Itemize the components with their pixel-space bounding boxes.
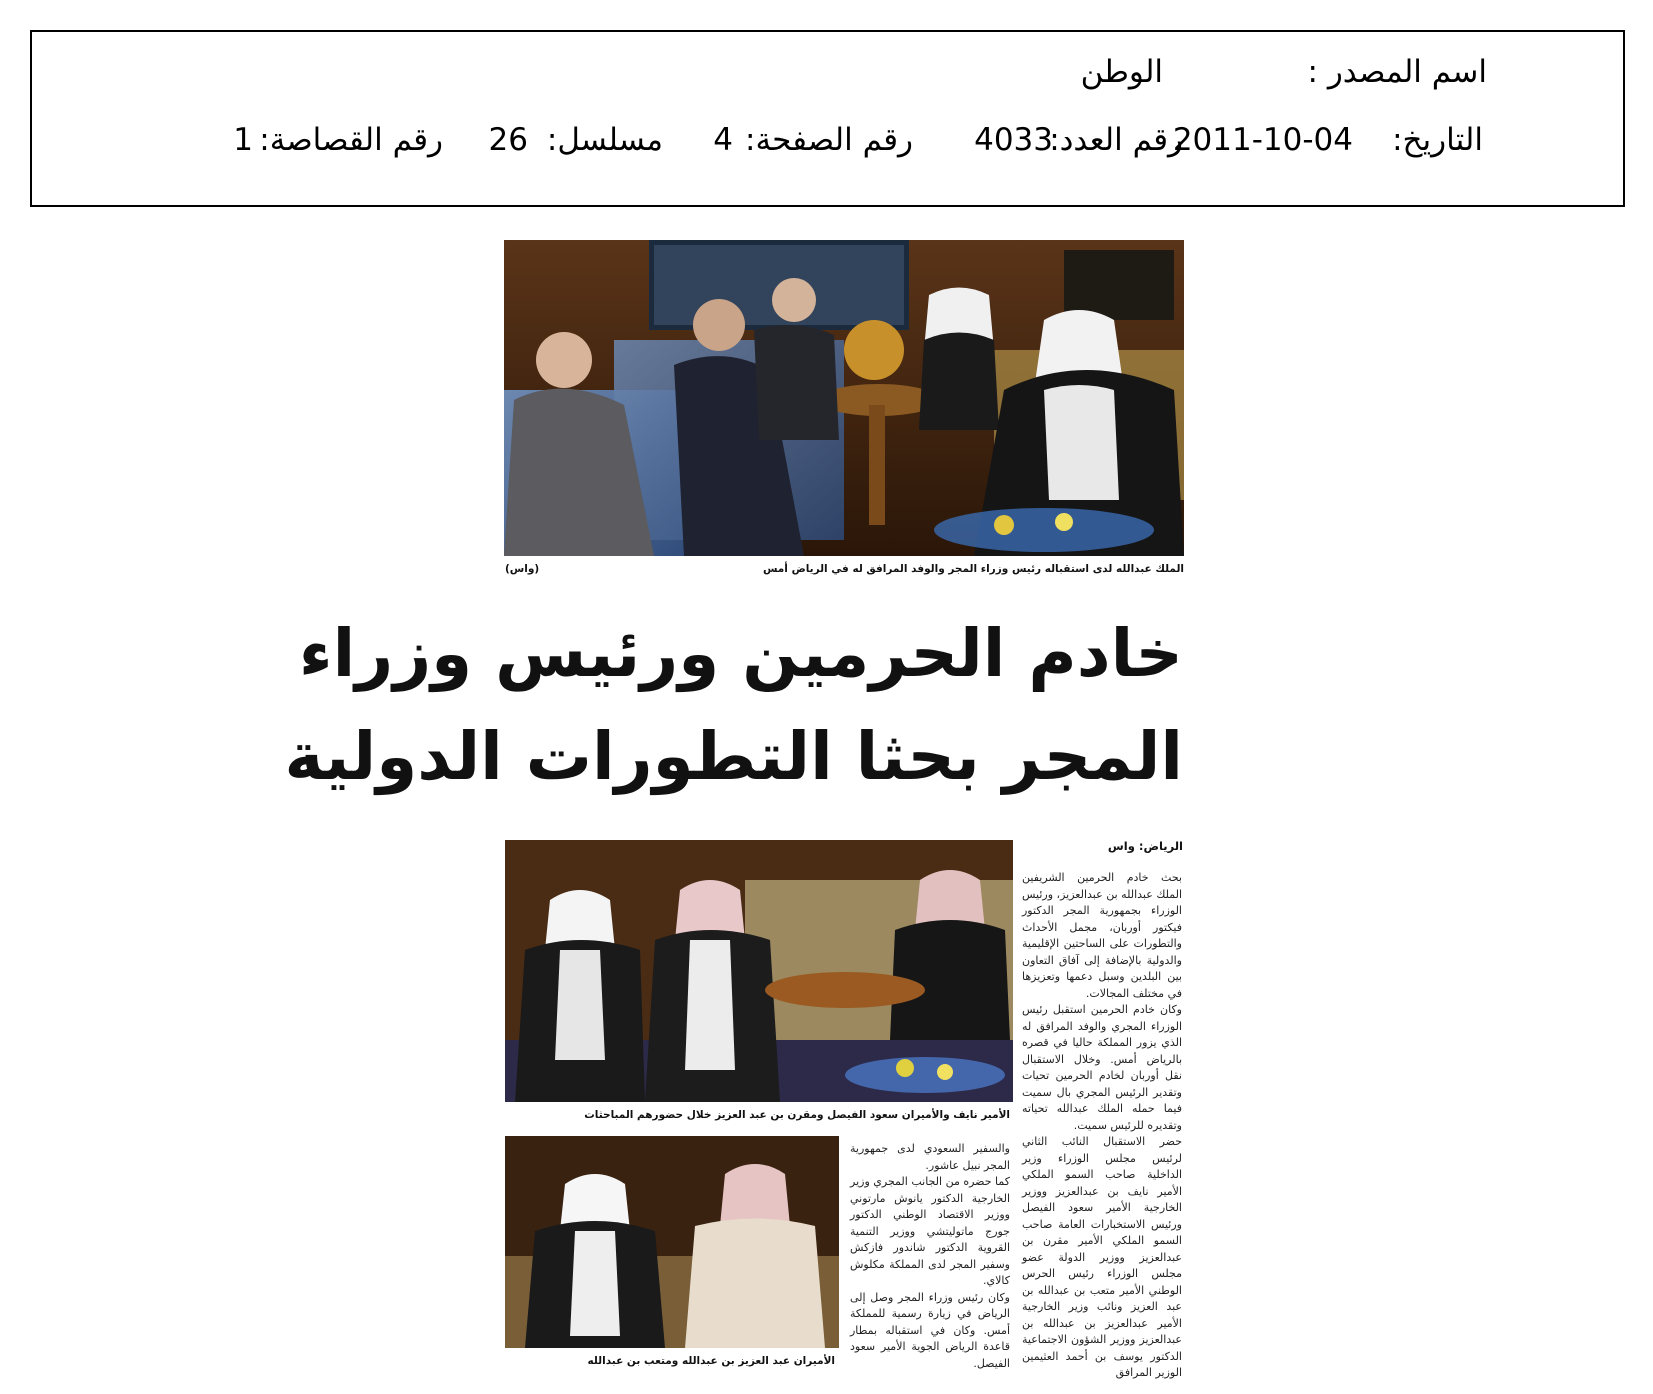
photo-princes-abdulaziz-mutaib — [505, 1136, 839, 1348]
clip-number-label: رقم القصاصة: — [259, 122, 443, 158]
photo-2-caption: الأمير نايف والأميران سعود الفيصل ومقرن بن عبد العزيز خلال حضورهم المباحثات — [584, 1109, 1010, 1121]
clipping-header-box — [30, 30, 1625, 207]
body-paragraph: والسفير السعودي لدى جمهورية المجر نبيل عاشور. — [850, 1142, 1010, 1172]
photo-1-credit: (واس) — [505, 563, 540, 575]
serial-label: مسلسل: — [546, 122, 663, 158]
photo-1-caption: الملك عبدالله لدى استقباله رئيس وزراء المجر والوفد المرافق له في الرياض أمس — [762, 563, 1184, 575]
photo-1-illustration — [504, 240, 1184, 556]
body-paragraph: حضر الاستقبال النائب الثاني لرئيس مجلس الوزراء وزير الداخلية صاحب السمو الملكي الأمير نايف بن عبدالعزيز ووزير الخارجية الأمير سعود الفيصل ورئيس الاستخبارات العامة صاحب السمو الملكي الأمير مقرن بن عبدالعزيز ووزير الدولة عضو مجلس الوزراء رئيس الحرس الوطني الأمير متعب بن عبدالله بن عبد العزيز ونائب وزير الخارجية الأمير عبدالعزيز بن عبدالله بن عبدالعزيز ووزير الشؤون الاجتماعية الدكتور يوسف بن أحمد العثيمين الوزير المرافق — [1022, 1135, 1182, 1379]
issue-label: رقم العدد: — [1049, 122, 1183, 158]
headline-line-2: المجر بحثا التطورات الدولية — [284, 718, 1183, 795]
page-value: 4 — [713, 122, 733, 158]
article-body-column-2 — [850, 1141, 1010, 1370]
date-label: التاريخ: — [1392, 122, 1483, 158]
photo-princes-attend-talks — [505, 840, 1013, 1102]
body-paragraph: كما حضره من الجانب المجري وزير الخارجية الدكتور يانوش مارتوني ووزير الاقتصاد الوطني الدكتور جورج ماتوليتشي ووزير التنمية القروية الدكتور شاندور فازكش وسفير المجر لدى المملكة مكلوش كالاي. — [850, 1175, 1010, 1287]
date-value: 2011-10-04 — [1172, 122, 1353, 158]
source-value: الوطن — [1080, 54, 1163, 90]
page-label: رقم الصفحة: — [745, 122, 913, 158]
body-paragraph: بحث خادم الحرمين الشريفين الملك عبدالله بن عبدالعزيز، ورئيس الوزراء بجمهورية المجر الدكتور فيكتور أوربان، مجمل الأحداث والتطورات على الساحتين الإقليمية والدولية بالإضافة إلى آفاق التعاون بين البلدين وسبل دعمها وتعزيزها في مختلف المجالات. — [1022, 871, 1182, 1000]
serial-value: 26 — [488, 122, 528, 158]
issue-value: 4033 — [974, 122, 1053, 158]
body-paragraph: وكان خادم الحرمين استقبل رئيس الوزراء المجري والوفد المرافق له الذي يزور المملكة حاليا في قصره بالرياض أمس. وخلال الاستقبال نقل أوربان لخادم الحرمين تحيات وتقدير الرئيس المجري بال سميت فيما حمله الملك عبدالله تحياته وتقديره للرئيس سميت. — [1022, 1003, 1182, 1132]
source-label: اسم المصدر : — [1307, 54, 1487, 90]
headline-line-1: خادم الحرمين ورئيس وزراء — [298, 615, 1183, 692]
photo-king-receives-hungarian-pm — [504, 240, 1184, 556]
clip-number-value: 1 — [233, 122, 253, 158]
article-dateline: الرياض: واس — [1107, 839, 1183, 853]
body-paragraph: وكان رئيس وزراء المجر وصل إلى الرياض في زيارة رسمية للمملكة أمس. وكان في استقباله بمطار قاعدة الرياض الجوية الأمير سعود الفيصل. — [850, 1290, 1010, 1370]
photo-3-caption: الأميران عبد العزيز بن عبدالله ومتعب بن عبدالله — [587, 1355, 835, 1367]
article-body-column-1 — [1022, 870, 1182, 1379]
photo-2-illustration — [505, 840, 1013, 1102]
photo-3-illustration — [505, 1136, 839, 1348]
